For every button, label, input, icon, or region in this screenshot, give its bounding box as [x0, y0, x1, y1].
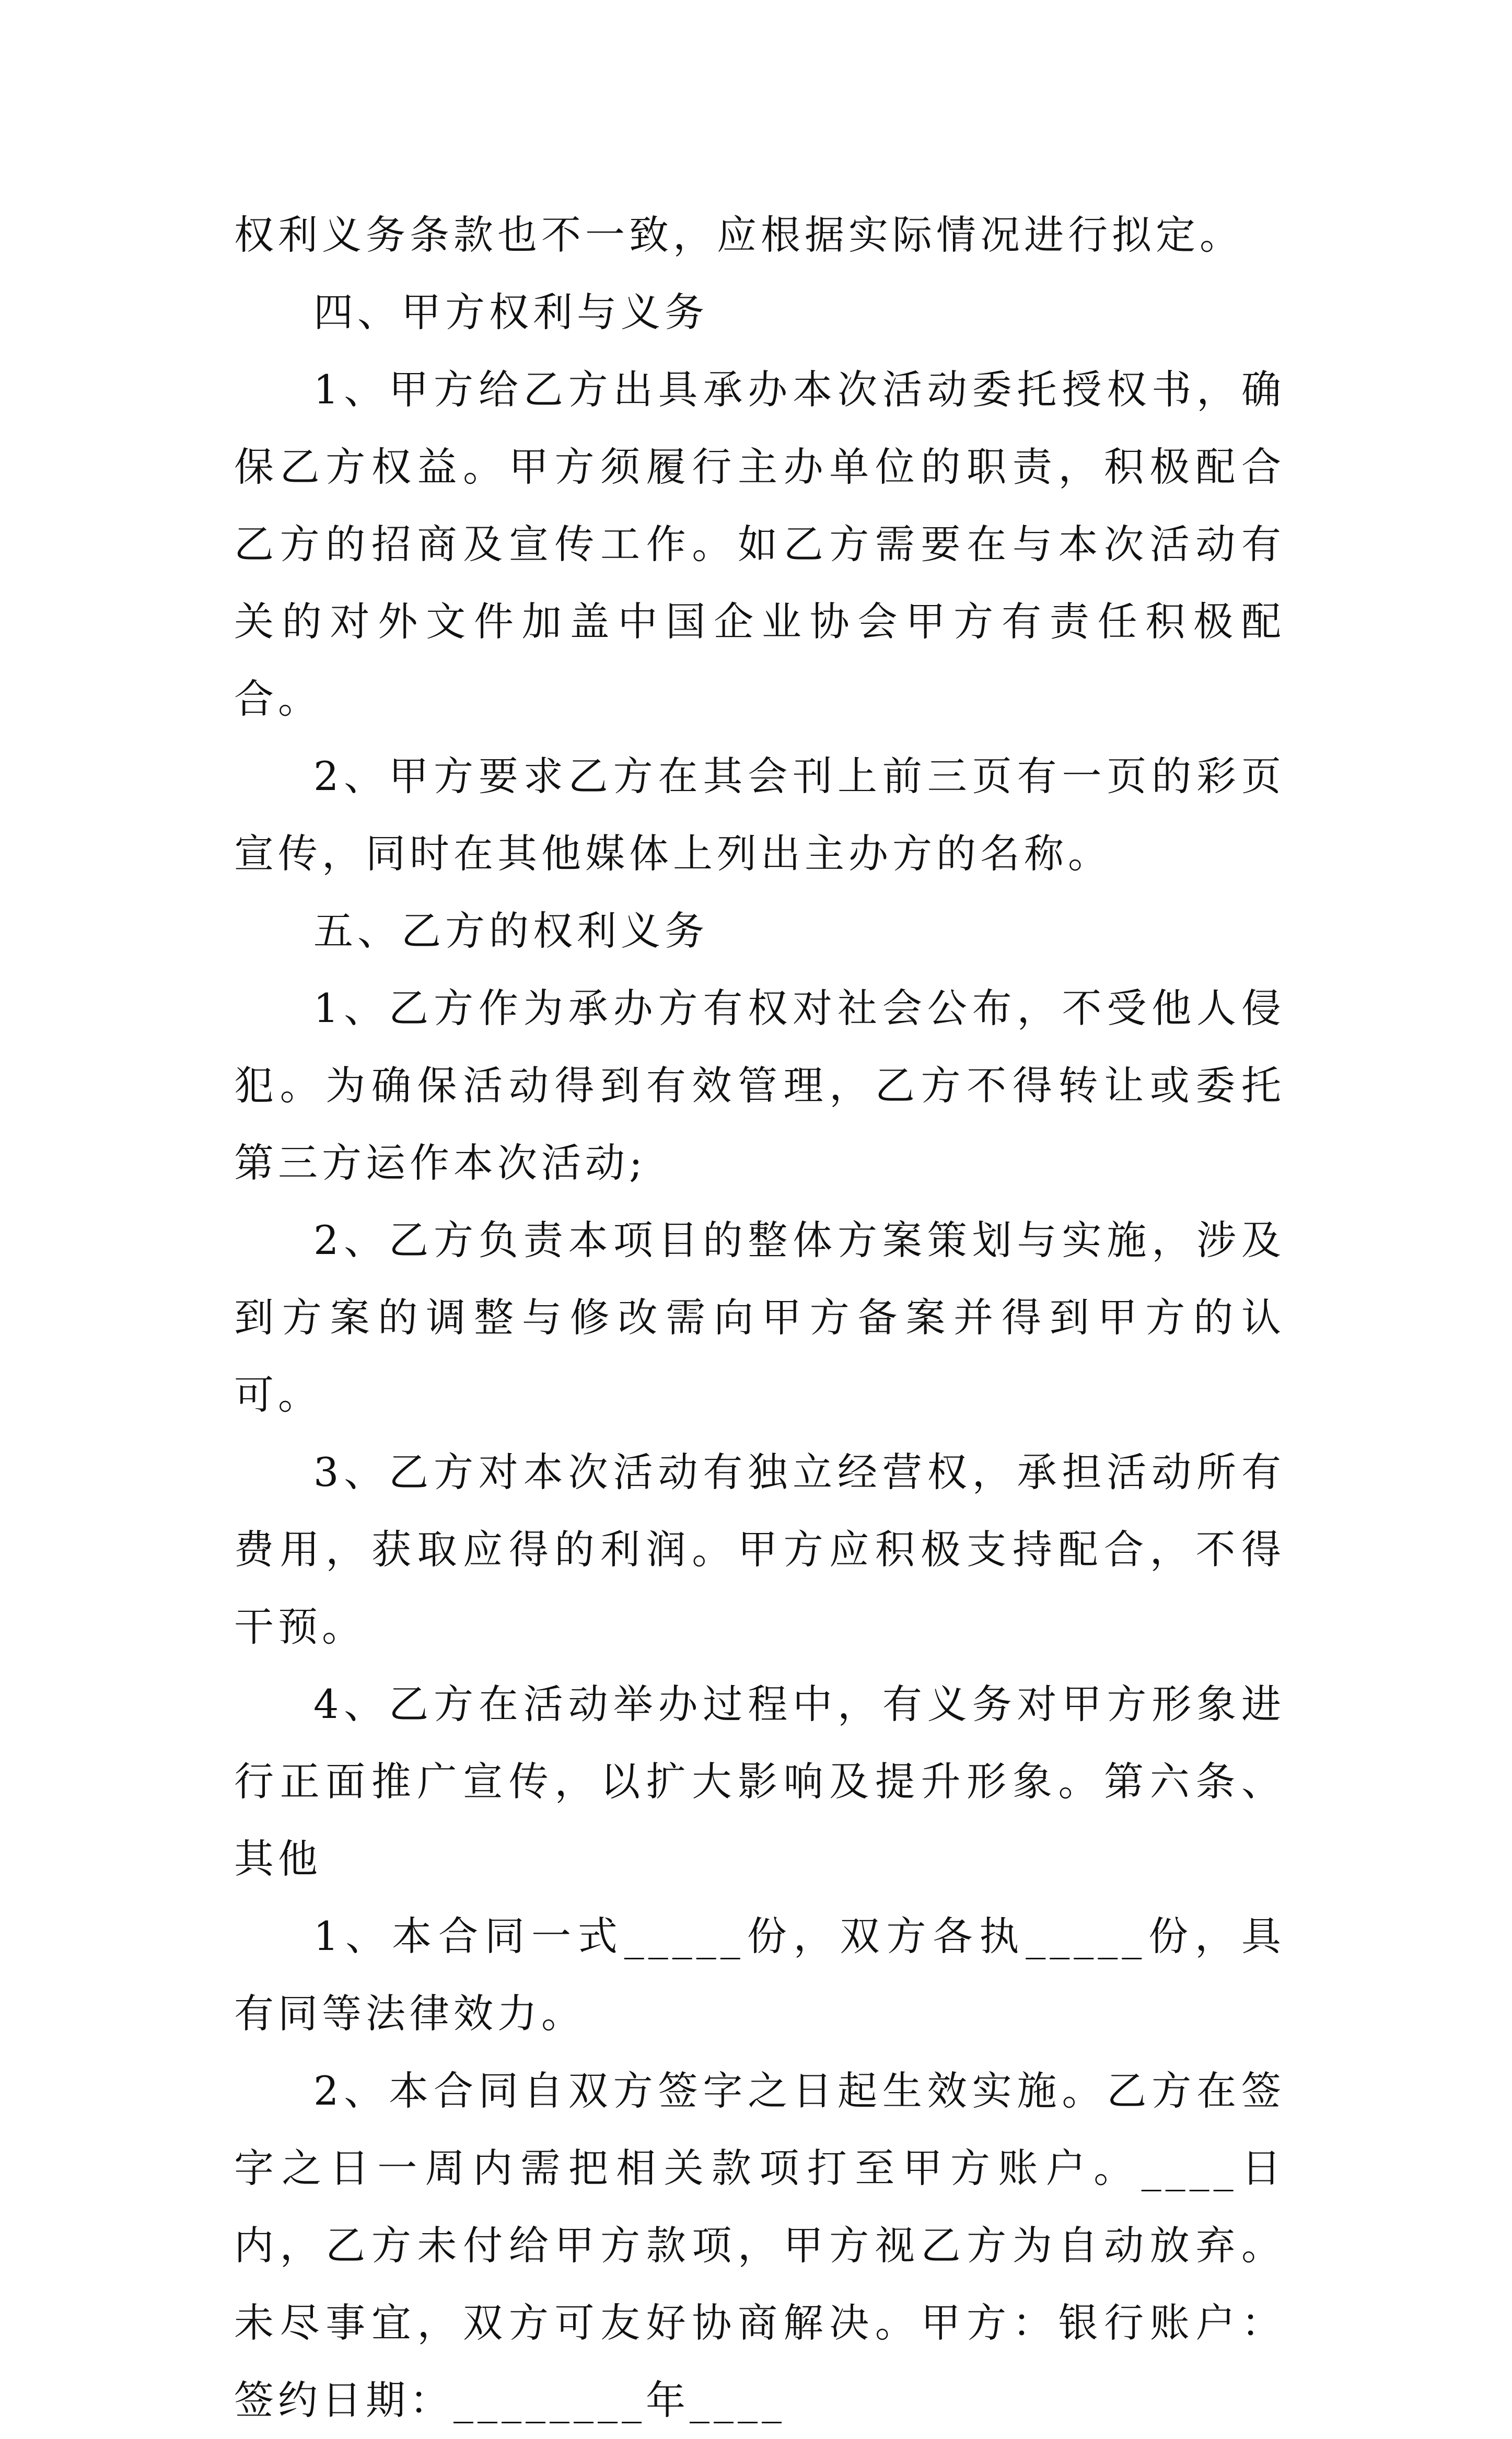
paragraph: 1、甲方给乙方出具承办本次活动委托授权书，确保乙方权益。甲方须履行主办单位的职责，积极配合乙方的招商及宣传工作。如乙方需要在与本次活动有关的对外文件加盖中国企业协会甲方有责任积极配合。 [234, 366, 1285, 722]
paragraph: 2、甲方要求乙方在其会刊上前三页有一页的彩页宣传，同时在其他媒体上列出主办方的名称。 [234, 753, 1285, 877]
section-heading: 四、甲方权利与义务 [313, 289, 708, 335]
paragraph: 2、乙方负责本项目的整体方案策划与实施，涉及到方案的调整与修改需向甲方备案并得到甲方的认可。 [234, 1217, 1285, 1418]
paragraph: 3、乙方对本次活动有独立经营权，承担活动所有费用，获取应得的利润。甲方应积极支持配合，不得干预。 [234, 1449, 1285, 1650]
paragraph: 1、乙方作为承办方有权对社会公布，不受他人侵犯。为确保活动得到有效管理，乙方不得转让或委托第三方运作本次活动; [234, 985, 1285, 1186]
paragraph: 权利义务条款也不一致，应根据实际情况进行拟定。 [234, 212, 1243, 258]
document-body [234, 196, 1285, 2439]
paragraph: 4、乙方在活动举办过程中，有义务对甲方形象进行正面推广宣传，以扩大影响及提升形象。第六条、其他 [234, 1681, 1285, 1882]
paragraph: 2、本合同自双方签字之日起生效实施。乙方在签字之日一周内需把相关款项打至甲方账户。____日内，乙方未付给甲方款项，甲方视乙方为自动放弃。未尽事宜，双方可友好协商解决。甲方：银行账户：签约日期：________年____ [234, 2068, 1285, 2423]
paragraph: 1、本合同一式_____份，双方各执_____份，具有同等法律效力。 [234, 1913, 1285, 2037]
section-heading: 五、乙方的权利义务 [313, 908, 708, 954]
